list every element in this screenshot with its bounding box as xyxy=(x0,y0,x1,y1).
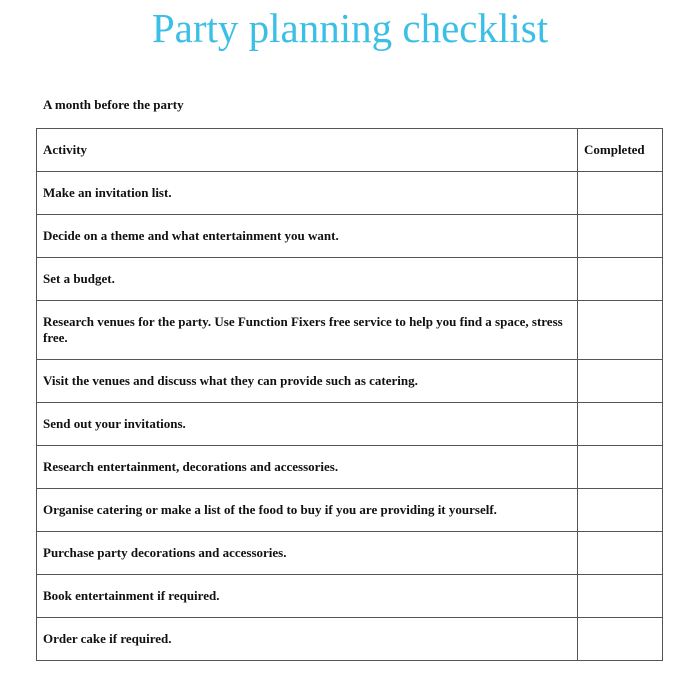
page-title: Party planning checklist xyxy=(151,5,549,51)
completed-cell[interactable] xyxy=(578,258,663,301)
table-row xyxy=(37,360,663,403)
table-row xyxy=(37,575,663,618)
completed-cell[interactable] xyxy=(578,215,663,258)
completed-cell[interactable] xyxy=(578,618,663,661)
activity-cell: Send out your invitations. xyxy=(37,403,578,446)
completed-cell[interactable] xyxy=(578,446,663,489)
table-row xyxy=(37,301,663,360)
activity-cell: Research entertainment, decorations and accessories. xyxy=(37,446,578,489)
activity-cell: Organise catering or make a list of the food to buy if you are providing it yourself. xyxy=(37,489,578,532)
completed-cell[interactable] xyxy=(578,489,663,532)
table-row xyxy=(37,215,663,258)
activity-cell: Set a budget. xyxy=(37,258,578,301)
table-header-row xyxy=(37,129,663,172)
activity-cell: Order cake if required. xyxy=(37,618,578,661)
activity-cell: Visit the venues and discuss what they can provide such as catering. xyxy=(37,360,578,403)
section-heading: A month before the party xyxy=(43,97,184,112)
table-row xyxy=(37,403,663,446)
activity-cell: Research venues for the party. Use Function Fixers free service to help you find a space, stress free. xyxy=(37,301,578,360)
completed-column-header: Completed xyxy=(578,129,663,172)
completed-cell[interactable] xyxy=(578,172,663,215)
activity-cell: Book entertainment if required. xyxy=(37,575,578,618)
completed-cell[interactable] xyxy=(578,360,663,403)
table-row xyxy=(37,172,663,215)
table-row xyxy=(37,618,663,661)
activity-cell: Decide on a theme and what entertainment you want. xyxy=(37,215,578,258)
checklist-table xyxy=(36,128,663,661)
activity-column-header: Activity xyxy=(37,129,578,172)
activity-cell: Purchase party decorations and accessories. xyxy=(37,532,578,575)
table-row xyxy=(37,446,663,489)
table-row xyxy=(37,532,663,575)
activity-cell: Make an invitation list. xyxy=(37,172,578,215)
completed-cell[interactable] xyxy=(578,301,663,360)
completed-cell[interactable] xyxy=(578,532,663,575)
table-row xyxy=(37,489,663,532)
table-row xyxy=(37,258,663,301)
completed-cell[interactable] xyxy=(578,575,663,618)
completed-cell[interactable] xyxy=(578,403,663,446)
